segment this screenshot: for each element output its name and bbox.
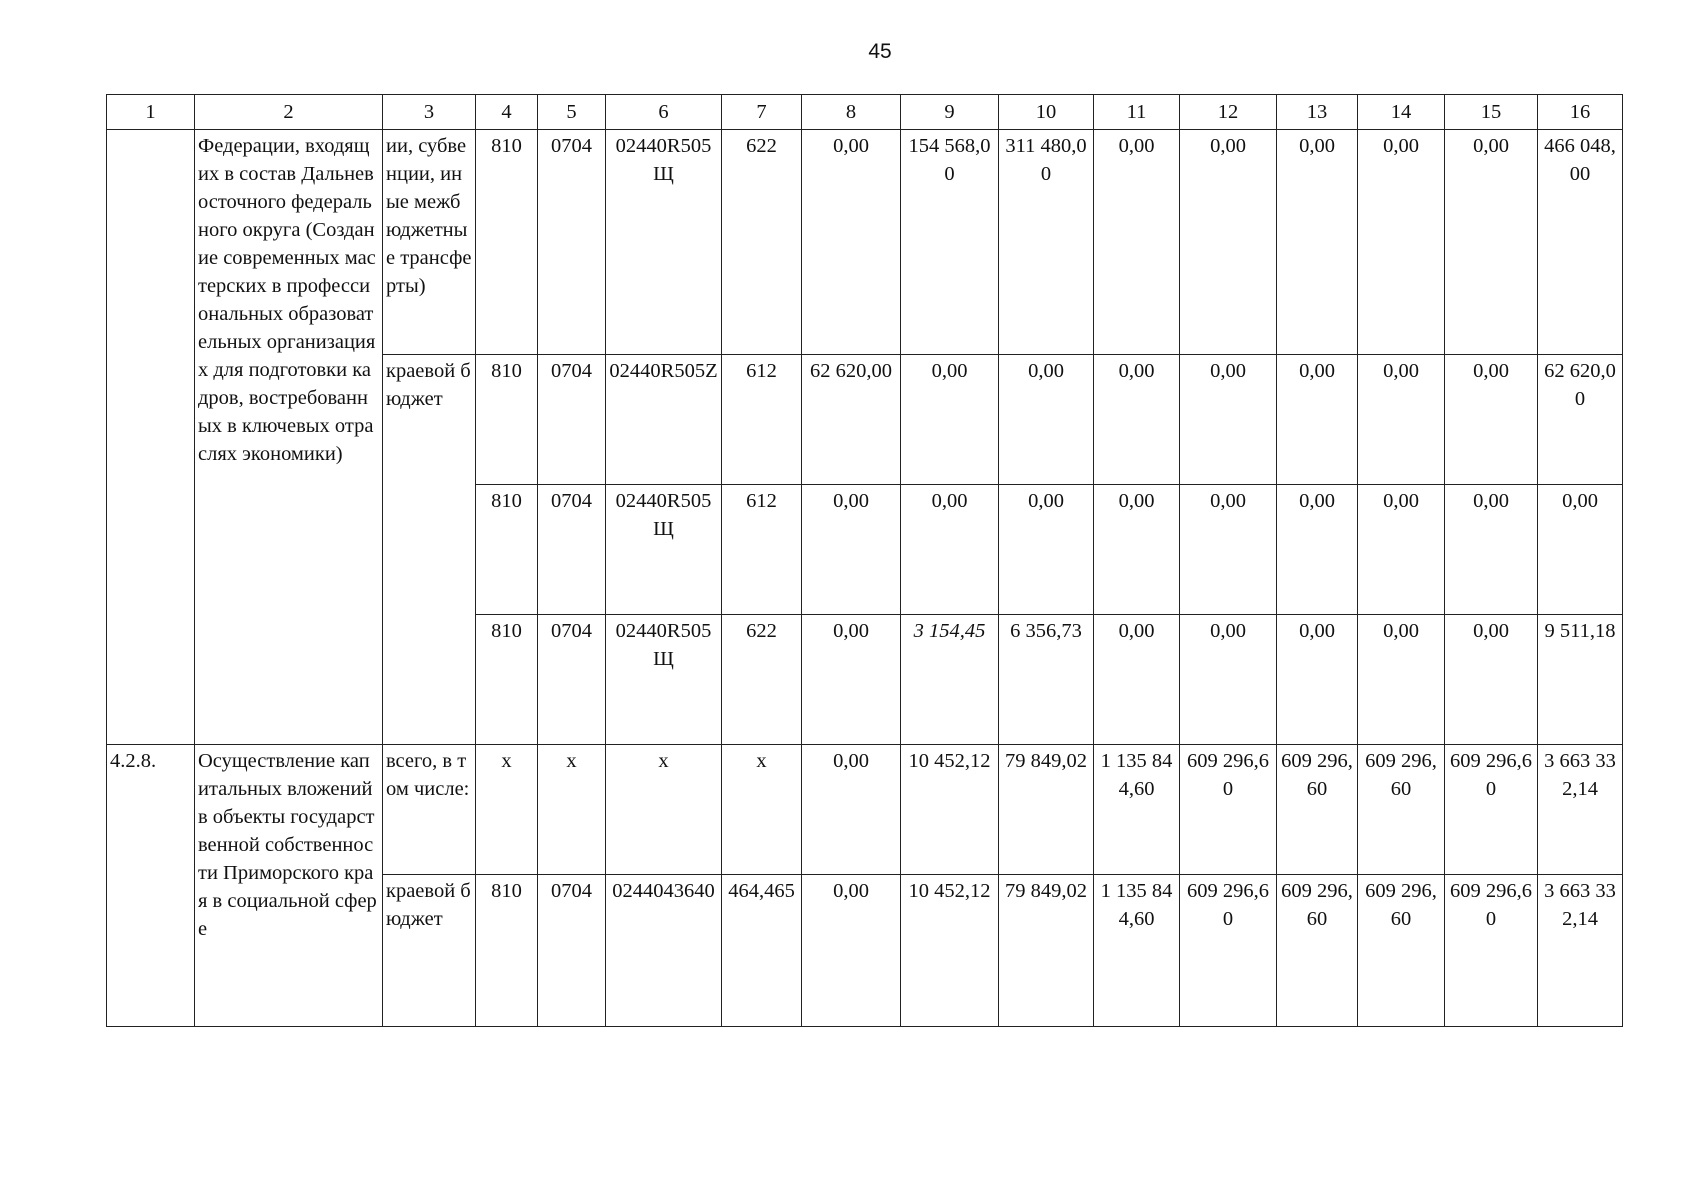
cell-16: 3 663 332,14	[1538, 875, 1623, 1027]
item-number-cell	[107, 130, 195, 745]
item-number-cell: 4.2.8.	[107, 745, 195, 1027]
cell-8: 0,00	[802, 485, 901, 615]
header-cell: 9	[901, 95, 999, 130]
cell-13: 0,00	[1277, 615, 1358, 745]
cell-4: 810	[476, 615, 538, 745]
cell-11: 0,00	[1094, 485, 1180, 615]
header-cell: 7	[722, 95, 802, 130]
cell-10: 6 356,73	[999, 615, 1094, 745]
cell-6: 02440R505Z	[606, 355, 722, 485]
cell-10: 311 480,00	[999, 130, 1094, 355]
cell-10: 79 849,02	[999, 875, 1094, 1027]
funding-source-cell: всего, в том числе:	[383, 745, 476, 875]
cell-4: 810	[476, 130, 538, 355]
cell-14: 609 296,60	[1358, 875, 1445, 1027]
cell-14: 0,00	[1358, 355, 1445, 485]
cell-4: x	[476, 745, 538, 875]
cell-9: 3 154,45	[901, 615, 999, 745]
cell-13: 0,00	[1277, 130, 1358, 355]
header-row	[107, 95, 1623, 130]
cell-14: 609 296,60	[1358, 745, 1445, 875]
header-cell: 2	[195, 95, 383, 130]
cell-13: 0,00	[1277, 355, 1358, 485]
cell-5: 0704	[538, 875, 606, 1027]
cell-11: 1 135 844,60	[1094, 875, 1180, 1027]
cell-8: 0,00	[802, 745, 901, 875]
cell-9: 154 568,00	[901, 130, 999, 355]
cell-4: 810	[476, 485, 538, 615]
cell-15: 609 296,60	[1445, 745, 1538, 875]
cell-12: 609 296,60	[1180, 745, 1277, 875]
cell-6: 02440R505Щ	[606, 615, 722, 745]
cell-7: 612	[722, 485, 802, 615]
cell-5: x	[538, 745, 606, 875]
header-cell: 5	[538, 95, 606, 130]
cell-12: 0,00	[1180, 130, 1277, 355]
header-cell: 4	[476, 95, 538, 130]
header-cell: 12	[1180, 95, 1277, 130]
cell-14: 0,00	[1358, 130, 1445, 355]
item-name-cell: Осуществление капитальных вложений в объекты государственной собственности Приморского края в социальной сфере	[195, 745, 383, 1027]
header-cell: 11	[1094, 95, 1180, 130]
cell-16: 9 511,18	[1538, 615, 1623, 745]
cell-4: 810	[476, 355, 538, 485]
cell-15: 0,00	[1445, 485, 1538, 615]
cell-6: 0244043640	[606, 875, 722, 1027]
cell-6: x	[606, 745, 722, 875]
cell-7: x	[722, 745, 802, 875]
cell-5: 0704	[538, 485, 606, 615]
cell-11: 1 135 844,60	[1094, 745, 1180, 875]
table-row	[107, 130, 1623, 355]
cell-10: 0,00	[999, 355, 1094, 485]
cell-15: 0,00	[1445, 130, 1538, 355]
cell-7: 464,465	[722, 875, 802, 1027]
cell-7: 622	[722, 615, 802, 745]
funding-source-cell: краевой бюджет	[383, 355, 476, 745]
header-cell: 10	[999, 95, 1094, 130]
cell-10: 0,00	[999, 485, 1094, 615]
table-row	[107, 745, 1623, 875]
cell-15: 0,00	[1445, 615, 1538, 745]
budget-table	[106, 94, 1623, 1027]
cell-16: 466 048,00	[1538, 130, 1623, 355]
cell-13: 0,00	[1277, 485, 1358, 615]
cell-7: 622	[722, 130, 802, 355]
header-cell: 8	[802, 95, 901, 130]
cell-10: 79 849,02	[999, 745, 1094, 875]
cell-16: 0,00	[1538, 485, 1623, 615]
cell-8: 0,00	[802, 615, 901, 745]
cell-12: 0,00	[1180, 485, 1277, 615]
cell-15: 609 296,60	[1445, 875, 1538, 1027]
cell-8: 0,00	[802, 875, 901, 1027]
header-cell: 16	[1538, 95, 1623, 130]
header-cell: 1	[107, 95, 195, 130]
cell-12: 0,00	[1180, 355, 1277, 485]
cell-14: 0,00	[1358, 485, 1445, 615]
header-cell: 13	[1277, 95, 1358, 130]
cell-9: 10 452,12	[901, 745, 999, 875]
header-cell: 15	[1445, 95, 1538, 130]
cell-11: 0,00	[1094, 355, 1180, 485]
cell-13: 609 296,60	[1277, 875, 1358, 1027]
header-cell: 14	[1358, 95, 1445, 130]
cell-9: 0,00	[901, 485, 999, 615]
cell-5: 0704	[538, 615, 606, 745]
cell-15: 0,00	[1445, 355, 1538, 485]
cell-6: 02440R505Щ	[606, 130, 722, 355]
cell-5: 0704	[538, 355, 606, 485]
cell-5: 0704	[538, 130, 606, 355]
cell-11: 0,00	[1094, 130, 1180, 355]
cell-4: 810	[476, 875, 538, 1027]
cell-16: 62 620,00	[1538, 355, 1623, 485]
cell-8: 62 620,00	[802, 355, 901, 485]
cell-9: 10 452,12	[901, 875, 999, 1027]
page-number: 45	[868, 40, 892, 63]
cell-16: 3 663 332,14	[1538, 745, 1623, 875]
item-name-cell: Федерации, входящих в состав Дальневосточного федерального округа (Создание современных мастерских в профессиональных образовательных организациях для подготовки кадров, востребованных в ключевых отраслях экономики)	[195, 130, 383, 745]
cell-11: 0,00	[1094, 615, 1180, 745]
cell-13: 609 296,60	[1277, 745, 1358, 875]
cell-14: 0,00	[1358, 615, 1445, 745]
cell-7: 612	[722, 355, 802, 485]
cell-9: 0,00	[901, 355, 999, 485]
funding-source-cell: ии, субвенции, иные межбюджетные трансферты)	[383, 130, 476, 355]
header-cell: 6	[606, 95, 722, 130]
cell-8: 0,00	[802, 130, 901, 355]
cell-12: 609 296,60	[1180, 875, 1277, 1027]
cell-12: 0,00	[1180, 615, 1277, 745]
cell-6: 02440R505Щ	[606, 485, 722, 615]
header-cell: 3	[383, 95, 476, 130]
funding-source-cell: краевой бюджет	[383, 875, 476, 1027]
